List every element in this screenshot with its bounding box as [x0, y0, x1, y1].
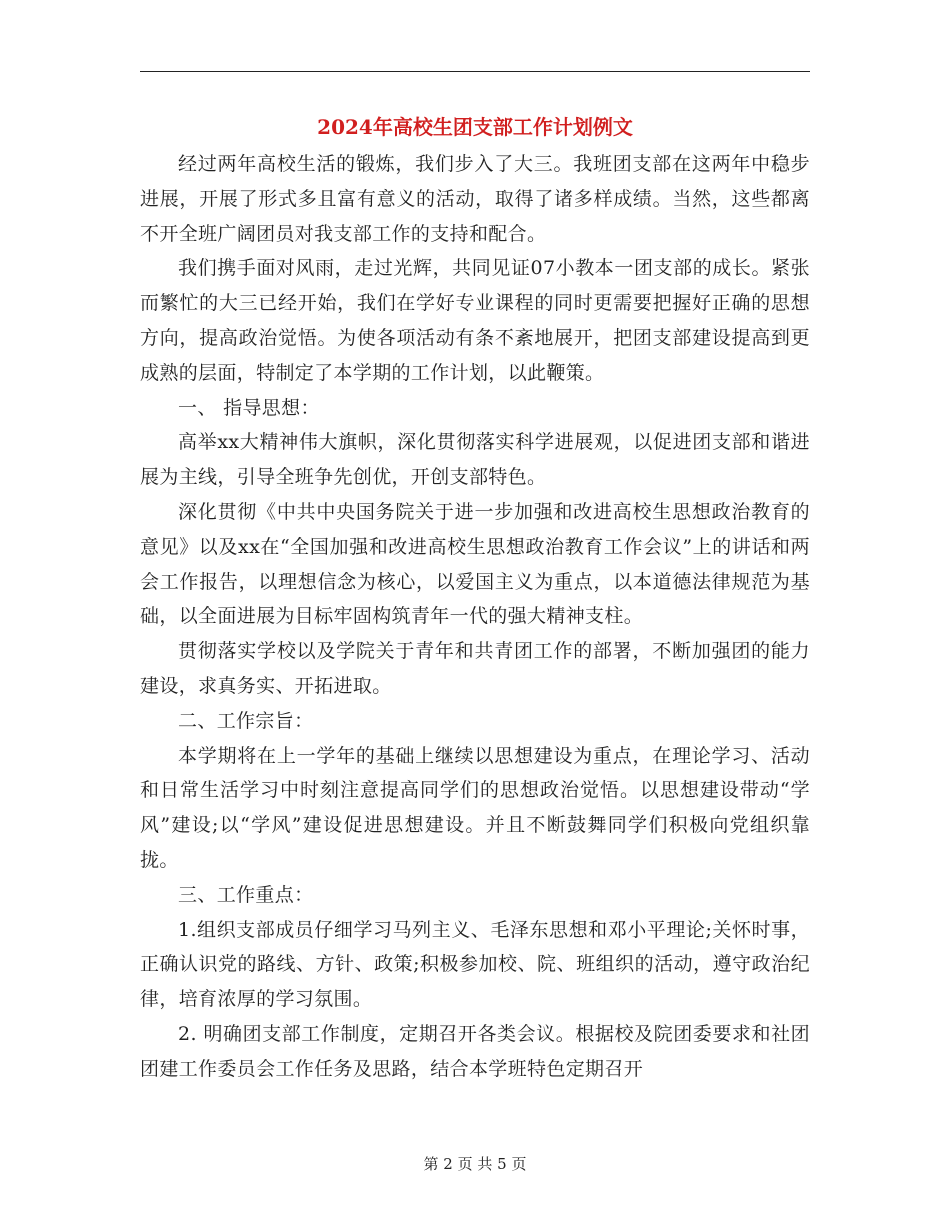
- paragraph-guiding-3: 贯彻落实学校以及学院关于青年和共青团工作的部署，不断加强团的能力建设，求真务实、开拓进取。: [140, 640, 810, 697]
- paragraph-purpose: 我们携手面对风雨，走过光辉，共同见证07小教本一团支部的成长。紧张而繁忙的大三已经开始，我们在学好专业课程的同时更需要把握好正确的思想方向，提高政治觉悟。为使各项活动有条不紊地展开，把团支部建设提高到更成熟的层面，特制定了本学期的工作计划，以此鞭策。: [140, 257, 810, 384]
- page-indicator: 第 2 页 共 5 页: [423, 1155, 527, 1173]
- paragraph-focus-1: 1.组织支部成员仔细学习马列主义、毛泽东思想和邓小平理论;关怀时事，正确认识党的路线、方针、政策;积极参加校、院、班组织的活动，遵守政治纪律，培育浓厚的学习氛围。: [140, 918, 810, 1011]
- paragraph-intro: 经过两年高校生活的锻炼，我们步入了大三。我班团支部在这两年中稳步进展，开展了形式多且富有意义的活动，取得了诸多样成绩。当然，这些都离不开全班广阔团员对我支部工作的支持和配合。: [140, 153, 810, 245]
- paragraph-work-purpose: 本学期将在上一学年的基础上继续以思想建设为重点，在理论学习、活动和日常生活学习中时刻注意提高同学们的思想政治觉悟。以思想建设带动“学风”建设;以“学风”建设促进思想建设。并且不断鼓舞同学们积极向党组织靠拢。: [140, 744, 810, 871]
- document-body: [140, 147, 810, 1087]
- heading-guiding-ideology: 一、 指导思想：: [178, 396, 320, 419]
- paragraph-guiding-1: 高举xx大精神伟大旗帜，深化贯彻落实科学进展观，以促进团支部和谐进展为主线，引导全班争先创优，开创支部特色。: [140, 431, 810, 489]
- paragraph-focus-2: 2. 明确团支部工作制度，定期召开各类会议。根据校及院团委要求和社团团建工作委员会工作任务及思路，结合本学班特色定期召开: [140, 1022, 810, 1080]
- document-title: 2024年高校生团支部工作计划例文: [317, 115, 633, 139]
- paragraph-guiding-2: 深化贯彻《中共中央国务院关于进一步加强和改进高校生思想政治教育的意见》以及xx在“全国加强和改进高校生思想政治教育工作会议”上的讲话和两会工作报告，以理想信念为核心，以爱国主义为重点，以本道德法律规范为基础，以全面进展为目标牢固构筑青年一代的强大精神支柱。: [140, 500, 810, 628]
- header-rule: [140, 71, 810, 72]
- heading-work-focus: 三、工作重点：: [178, 883, 314, 906]
- heading-work-purpose: 二、工作宗旨：: [178, 709, 314, 732]
